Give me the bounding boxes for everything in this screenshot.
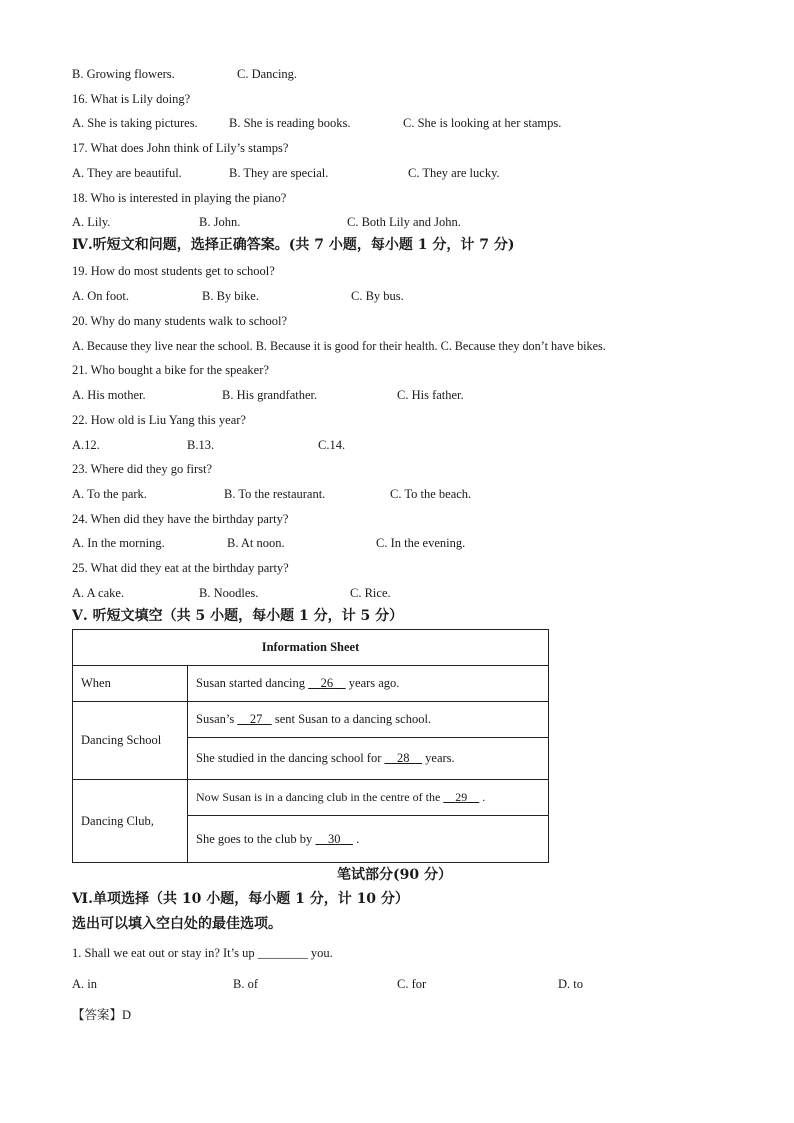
w1-question: 1. Shall we eat out or stay in? It’s up ________ you.: [72, 946, 333, 960]
q25-question: 25. What did they eat at the birthday party?: [72, 561, 289, 575]
q15-option-c: C. Dancing.: [237, 67, 298, 81]
answer-line: [72, 1007, 131, 1023]
q21-option-a: A. His mother.: [72, 388, 146, 402]
q16-question: 16. What is Lily doing?: [72, 92, 191, 106]
q16-option-c: C. She is looking at her stamps.: [403, 116, 562, 130]
section-6-instruction: 选出可以填入空白处的最佳选项。: [72, 916, 282, 932]
w1-option-b: B. of: [233, 977, 258, 991]
q19-option-c: C. By bus.: [351, 289, 404, 303]
blank-26: 26: [320, 676, 334, 690]
when-cell: Susan started dancing 26 years ago.: [188, 666, 549, 702]
information-sheet-table: [72, 629, 549, 863]
q24-option-a: A. In the morning.: [72, 536, 165, 550]
blank-27: 27: [249, 712, 263, 726]
q20-question: 20. Why do many students walk to school?: [72, 314, 288, 328]
q23-option-a: A. To the park.: [72, 487, 147, 501]
section-5-heading: Ⅴ. 听短文填空（共 5 小题，每小题 1 分，计 5 分）: [72, 608, 404, 624]
q24-option-b: B. At noon.: [227, 536, 285, 550]
w1-option-d: D. to: [558, 977, 583, 991]
q16-option-a: A. She is taking pictures.: [72, 116, 198, 130]
answer-value: D: [122, 1008, 132, 1022]
q22-option-a: A.12.: [72, 438, 100, 452]
q23-question: 23. Where did they go first?: [72, 462, 213, 476]
q20-options: A. Because they live near the school. B. Because it is good for their health. C. Because they don’t have bikes.: [72, 339, 606, 353]
q19-question: 19. How do most students get to school?: [72, 264, 275, 278]
q19-option-b: B. By bike.: [202, 289, 259, 303]
q22-option-b: B.13.: [187, 438, 215, 452]
q23-option-c: C. To the beach.: [390, 487, 472, 501]
school-cell-2: She studied in the dancing school for 28 years.: [188, 738, 549, 780]
q18-option-b: B. John.: [199, 215, 241, 229]
q17-question: 17. What does John think of Lily’s stamps?: [72, 141, 289, 155]
dancing-club-label: Dancing Club,: [73, 780, 188, 863]
q18-option-c: C. Both Lily and John.: [347, 215, 461, 229]
answer-tag: 【答案】: [72, 1008, 123, 1022]
section-4-heading: Ⅳ.听短文和问题，选择正确答案。(共 7 小题，每小题 1 分，计 7 分): [72, 237, 515, 253]
written-part-title: 笔试部分(90 分）: [337, 867, 452, 883]
q17-option-a: A. They are beautiful.: [72, 166, 182, 180]
dancing-school-label: Dancing School: [73, 702, 188, 780]
q21-question: 21. Who bought a bike for the speaker?: [72, 363, 269, 377]
when-label: When: [73, 666, 188, 702]
q21-option-c: C. His father.: [397, 388, 464, 402]
blank-29: 29: [455, 790, 468, 804]
q17-option-c: C. They are lucky.: [408, 166, 500, 180]
q18-option-a: A. Lily.: [72, 215, 111, 229]
q25-option-a: A. A cake.: [72, 586, 125, 600]
q21-option-b: B. His grandfather.: [222, 388, 318, 402]
q22-question: 22. How old is Liu Yang this year?: [72, 413, 246, 427]
q24-option-c: C. In the evening.: [376, 536, 466, 550]
q16-option-b: B. She is reading books.: [229, 116, 351, 130]
club-cell-1: Now Susan is in a dancing club in the centre of the 29 .: [188, 780, 549, 816]
q22-option-c: C.14.: [318, 438, 346, 452]
club-cell-2: She goes to the club by 30 .: [188, 816, 549, 863]
q25-option-c: C. Rice.: [350, 586, 391, 600]
school-cell-1: Susan’s 27 sent Susan to a dancing school.: [188, 702, 549, 738]
w1-option-a: A. in: [72, 977, 97, 991]
section-6-heading: Ⅵ.单项选择（共 10 小题，每小题 1 分，计 10 分）: [72, 891, 409, 907]
blank-30: 30: [327, 831, 341, 846]
q24-question: 24. When did they have the birthday party?: [72, 512, 289, 526]
q17-option-b: B. They are special.: [229, 166, 329, 180]
q25-option-b: B. Noodles.: [199, 586, 259, 600]
q15-option-b: B. Growing flowers.: [72, 67, 175, 81]
q19-option-a: A. On foot.: [72, 289, 129, 303]
q18-question: 18. Who is interested in playing the piano?: [72, 191, 287, 205]
q23-option-b: B. To the restaurant.: [224, 487, 326, 501]
blank-28: 28: [397, 751, 410, 765]
table-title: Information Sheet: [73, 630, 549, 666]
w1-option-c: C. for: [397, 977, 427, 991]
